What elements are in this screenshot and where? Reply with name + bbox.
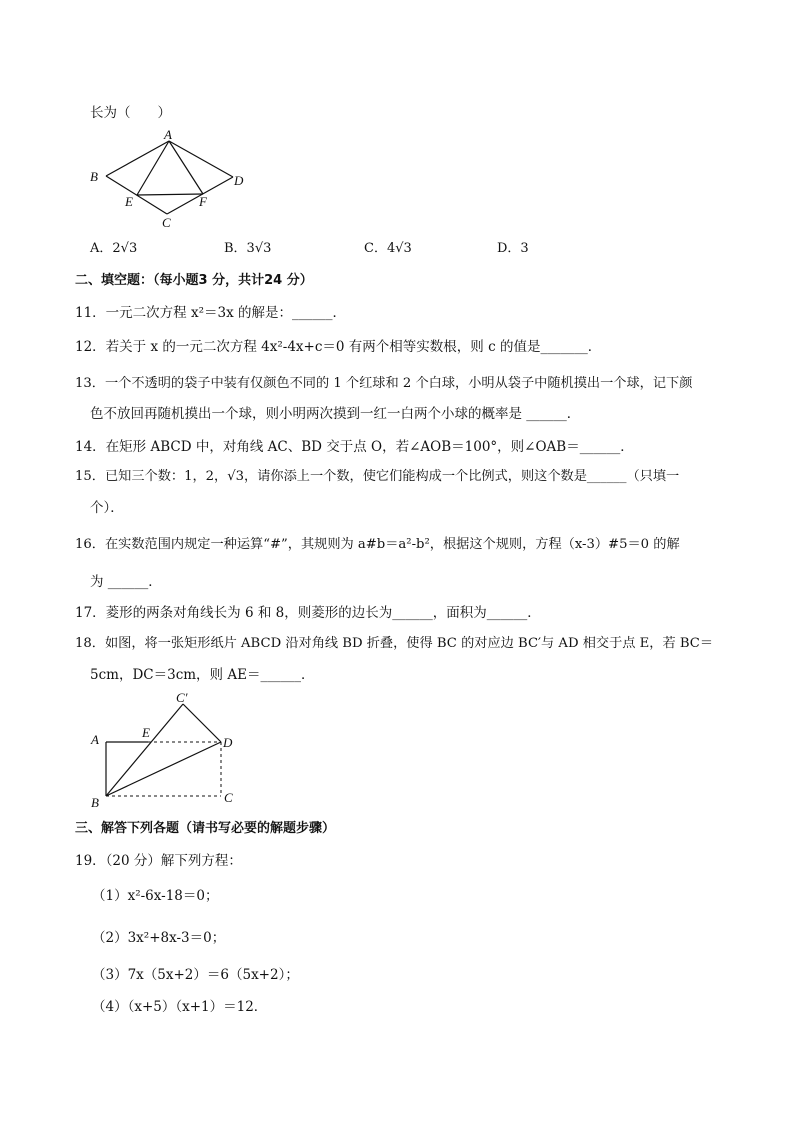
question-18-line-1: 18．如图，将一张矩形纸片 ABCD 沿对角线 BD 折叠，使得 BC 的对应边 BC′与 AD 相交于点 E，若 BC＝ bbox=[75, 636, 714, 651]
segment-ae bbox=[137, 141, 169, 195]
label-d: D bbox=[223, 735, 233, 750]
question-16-line-1: 16．在实数范围内规定一种运算“#”，其规则为 a#b＝a²-b²，根据这个规则，方程（x-3）#5＝0 的解 bbox=[75, 537, 680, 552]
question-19-part-3: （3）7x（5x+2）＝6（5x+2）； bbox=[92, 967, 299, 983]
folded-rectangle-figure bbox=[85, 690, 245, 810]
label-a: A bbox=[91, 732, 99, 747]
label-c: C bbox=[224, 790, 233, 805]
segment-ab bbox=[106, 141, 169, 176]
option-a: A．2√3 bbox=[90, 241, 138, 256]
label-b: B bbox=[91, 795, 99, 810]
label-e: E bbox=[125, 194, 133, 209]
segment-ad bbox=[169, 141, 233, 177]
segment-bc-prime bbox=[106, 704, 183, 796]
section-3-title: 三、解答下列各题（请书写必要的解题步骤） bbox=[75, 821, 336, 836]
question-15-line-2: 个）． bbox=[90, 500, 124, 516]
label-e: E bbox=[142, 725, 150, 740]
label-b: B bbox=[90, 169, 98, 184]
label-d: D bbox=[234, 173, 244, 188]
question-19-part-4: （4）（x+5）（x+1）＝12． bbox=[92, 999, 268, 1015]
label-c-prime: C′ bbox=[176, 690, 188, 705]
segment-c-prime-d bbox=[183, 704, 221, 742]
question-continuation: 长为（ ） bbox=[90, 105, 171, 121]
label-a: A bbox=[164, 128, 172, 142]
segment-ef bbox=[137, 194, 203, 195]
question-19-part-2: （2）3x²+8x-3＝0； bbox=[92, 930, 226, 946]
question-16-line-2: 为 ______． bbox=[90, 574, 162, 590]
label-c: C bbox=[162, 215, 171, 230]
rhombus-figure bbox=[85, 128, 255, 230]
segment-af bbox=[169, 141, 203, 194]
question-13-line-1: 13．一个不透明的袋子中装有仅颜色不同的 1 个红球和 2 个白球，小明从袋子中随机摸出一个球，记下颜 bbox=[75, 376, 693, 391]
question-15-line-1: 15．已知三个数：1，2，√3，请你添上一个数，使它们能构成一个比例式，则这个数是______（只填一 bbox=[75, 469, 680, 484]
question-13-line-2: 色不放回再随机摸出一个球，则小明两次摸到一红一白两个小球的概率是 ______． bbox=[90, 406, 581, 422]
question-12: 12．若关于 x 的一元二次方程 4x²-4x+c＝0 有两个相等实数根，则 c 的值是_______． bbox=[75, 339, 602, 355]
question-19: 19．（20 分）解下列方程： bbox=[75, 853, 242, 869]
question-18-line-2: 5cm，DC＝3cm，则 AE＝______． bbox=[90, 667, 315, 683]
question-19-part-1: （1）x²-6x-18＝0； bbox=[92, 888, 219, 904]
segment-bd bbox=[106, 742, 221, 796]
question-11: 11．一元二次方程 x²＝3x 的解是：______． bbox=[75, 305, 346, 321]
option-d: D．3 bbox=[497, 241, 529, 256]
option-c: C．4√3 bbox=[364, 241, 412, 256]
option-b: B．3√3 bbox=[224, 241, 272, 256]
section-2-title: 二、填空题：（每小题3 分，共计24 分） bbox=[75, 273, 313, 288]
question-17: 17．菱形的两条对角线长为 6 和 8，则菱形的边长为______，面积为______． bbox=[75, 605, 541, 621]
label-f: F bbox=[199, 194, 207, 209]
question-14: 14．在矩形 ABCD 中，对角线 AC、BD 交于点 O，若∠AOB＝100°，则∠OAB＝______． bbox=[75, 439, 634, 455]
